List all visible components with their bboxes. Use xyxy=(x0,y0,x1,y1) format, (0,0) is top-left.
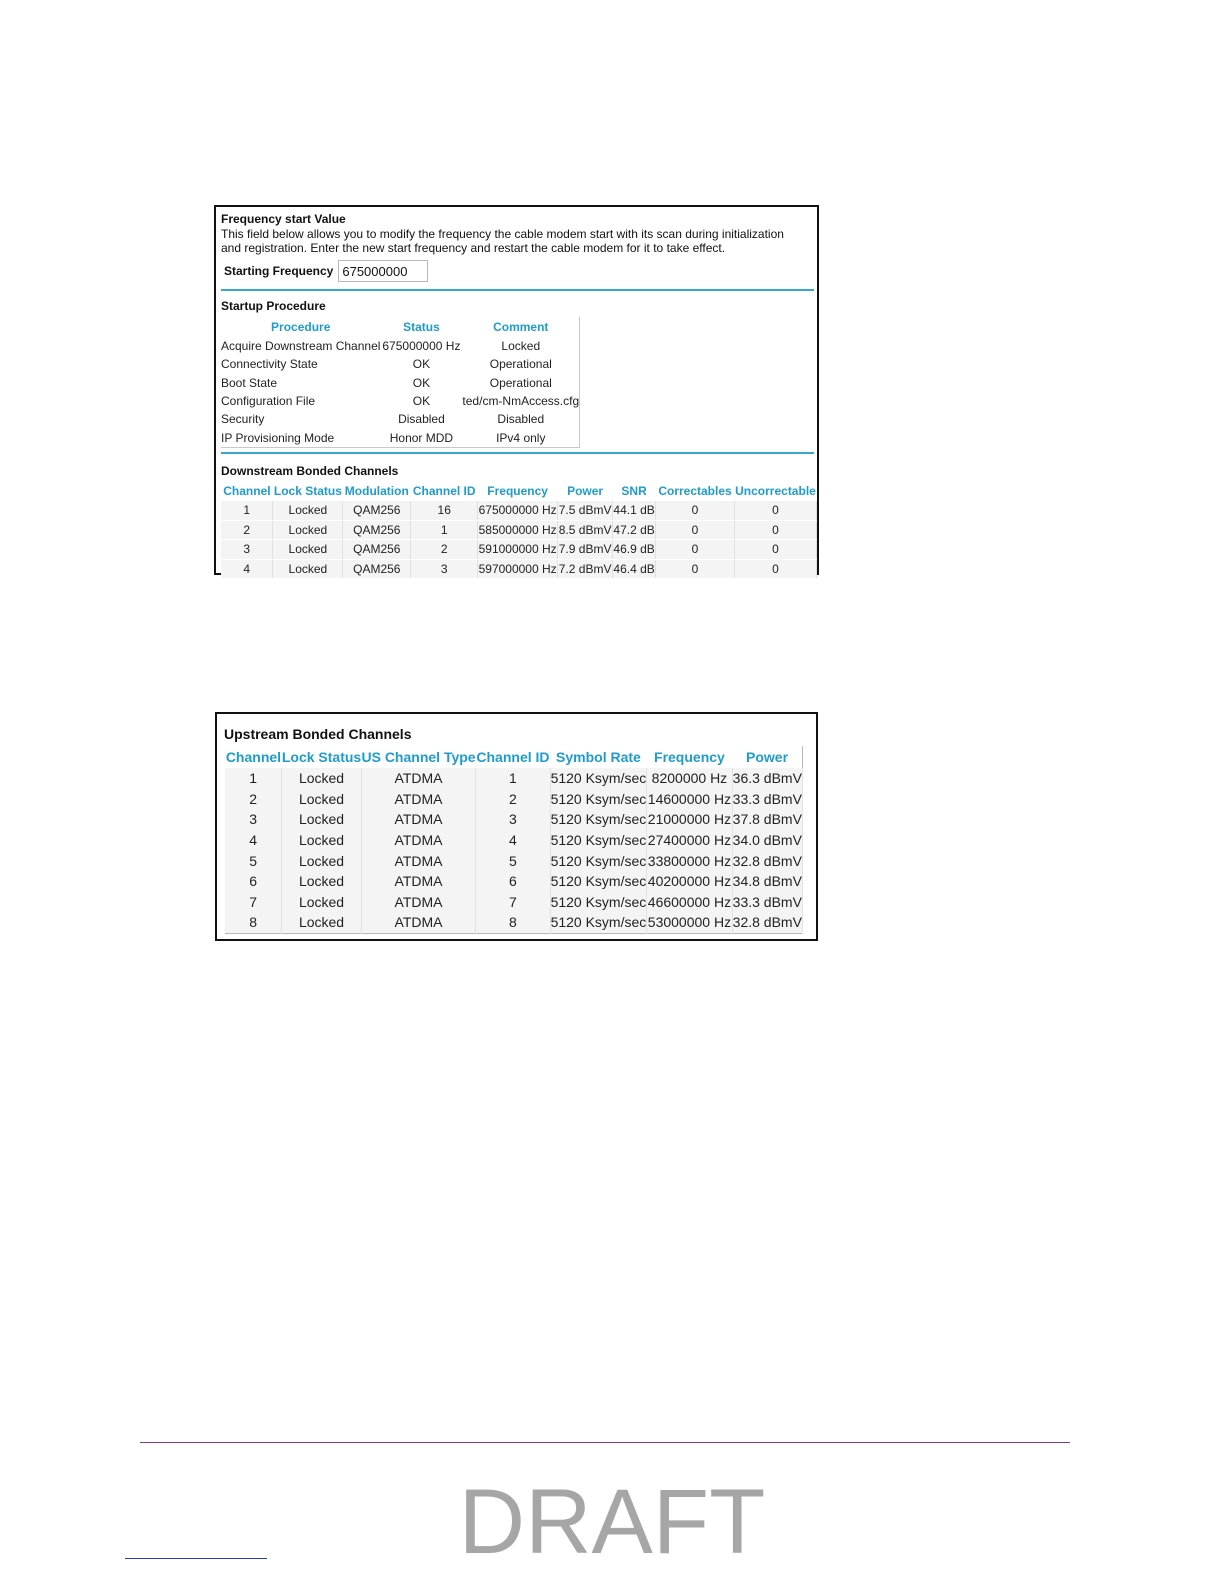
column-header-snr: SNR xyxy=(621,484,647,498)
table-row xyxy=(221,410,580,428)
table-row xyxy=(221,501,817,520)
channel-cell: 7 xyxy=(225,892,282,913)
column-header-frequency: Frequency xyxy=(654,749,725,765)
column-header-status: Status xyxy=(403,320,440,334)
lock-status-cell: Locked xyxy=(273,559,343,579)
table-row xyxy=(221,428,580,447)
channel-cell: 6 xyxy=(225,871,282,892)
channel-id-cell: 2 xyxy=(476,789,550,810)
status-cell: OK xyxy=(412,375,431,390)
starting-frequency-input[interactable] xyxy=(338,260,428,282)
channel-id-cell: 5 xyxy=(476,850,550,871)
channel-cell: 2 xyxy=(225,789,282,810)
us-channel-type-cell: ATDMA xyxy=(361,871,476,892)
column-header-power: Power xyxy=(567,484,604,498)
us-channel-type-cell: ATDMA xyxy=(361,830,476,851)
procedure-cell: Connectivity State xyxy=(221,357,318,372)
column-header-procedure: Procedure xyxy=(271,320,331,334)
downstream-channels-table xyxy=(221,481,817,579)
table-row xyxy=(225,809,803,830)
us-channel-type-cell: ATDMA xyxy=(361,809,476,830)
status-cell: Honor MDD xyxy=(389,430,454,445)
column-header-channel-id: Channel ID xyxy=(412,484,476,498)
frequency-cell: 591000000 Hz xyxy=(478,540,558,560)
column-header-modulation: Modulation xyxy=(344,484,409,498)
channel-id-cell: 4 xyxy=(476,830,550,851)
modulation-cell: QAM256 xyxy=(343,559,411,579)
uncorrectable-cell: 0 xyxy=(734,520,816,540)
channel-id-cell: 6 xyxy=(476,871,550,892)
lock-status-cell: Locked xyxy=(282,809,361,830)
draft-watermark: DRAFT xyxy=(458,1471,766,1573)
power-cell: 33.3 dBmV xyxy=(732,892,802,913)
column-header-channel-id: Channel ID xyxy=(476,749,550,765)
column-header-us-channel-type: US Channel Type xyxy=(361,749,476,765)
upstream-channels-screenshot xyxy=(215,712,818,941)
footer-link-underline xyxy=(125,1558,267,1559)
power-cell: 33.3 dBmV xyxy=(732,789,802,810)
channel-cell: 1 xyxy=(221,501,273,520)
frequency-cell: 675000000 Hz xyxy=(478,501,558,520)
correctables-cell: 0 xyxy=(656,520,735,540)
procedure-cell: Security xyxy=(221,412,265,427)
symbol-rate-cell: 5120 Ksym/sec xyxy=(550,809,647,830)
table-row xyxy=(225,768,803,789)
modulation-cell: QAM256 xyxy=(343,540,411,560)
starting-frequency-label: Starting Frequency xyxy=(224,264,334,278)
column-header-lock-status: Lock Status xyxy=(273,484,342,498)
table-row xyxy=(221,374,580,392)
channel-id-cell: 8 xyxy=(476,912,550,933)
channel-cell: 4 xyxy=(221,559,273,579)
comment-cell: ted/cm-NmAccess.cfg xyxy=(462,394,580,409)
power-cell: 34.8 dBmV xyxy=(732,871,802,892)
power-cell: 32.8 dBmV xyxy=(732,912,802,933)
table-row xyxy=(221,540,817,560)
procedure-cell: Acquire Downstream Channel xyxy=(221,339,381,354)
cable-modem-status-screenshot xyxy=(214,205,819,575)
channel-cell: 4 xyxy=(225,830,282,851)
lock-status-cell: Locked xyxy=(273,501,343,520)
frequency-start-title: Frequency start Value xyxy=(221,212,346,226)
us-channel-type-cell: ATDMA xyxy=(361,789,476,810)
us-channel-type-cell: ATDMA xyxy=(361,892,476,913)
comment-cell: Locked xyxy=(501,339,541,354)
lock-status-cell: Locked xyxy=(282,830,361,851)
frequency-cell: 46600000 Hz xyxy=(647,892,732,913)
frequency-cell: 585000000 Hz xyxy=(478,520,558,540)
downstream-title: Downstream Bonded Channels xyxy=(221,464,399,478)
channel-cell: 8 xyxy=(225,912,282,933)
channel-id-cell: 1 xyxy=(411,520,478,540)
symbol-rate-cell: 5120 Ksym/sec xyxy=(550,830,647,851)
us-channel-type-cell: ATDMA xyxy=(361,850,476,871)
channel-id-cell: 16 xyxy=(411,501,478,520)
table-row xyxy=(221,355,580,373)
procedure-cell: Configuration File xyxy=(221,394,316,409)
frequency-cell: 8200000 Hz xyxy=(647,768,732,789)
lock-status-cell: Locked xyxy=(282,871,361,892)
snr-cell: 47.2 dB xyxy=(613,520,656,540)
frequency-cell: 597000000 Hz xyxy=(478,559,558,579)
status-cell: Disabled xyxy=(398,412,445,427)
table-row xyxy=(225,789,803,810)
status-cell: OK xyxy=(412,357,431,372)
table-row xyxy=(221,559,817,579)
modulation-cell: QAM256 xyxy=(343,501,411,520)
table-row xyxy=(225,892,803,913)
comment-cell: Operational xyxy=(489,357,552,372)
snr-cell: 46.4 dB xyxy=(613,559,656,579)
lock-status-cell: Locked xyxy=(282,789,361,810)
lock-status-cell: Locked xyxy=(273,540,343,560)
power-cell: 7.5 dBmV xyxy=(558,501,613,520)
starting-frequency-row xyxy=(224,260,428,282)
table-row xyxy=(225,830,803,851)
symbol-rate-cell: 5120 Ksym/sec xyxy=(550,871,647,892)
section-divider xyxy=(221,452,814,454)
status-cell: OK xyxy=(412,394,431,409)
frequency-description: This field below allows you to modify the frequency the cable modem start with its scan during initialization and registration. Enter the new start frequency and restart the cable modem for it to take effect. xyxy=(221,227,784,255)
frequency-cell: 53000000 Hz xyxy=(647,912,732,933)
table-row xyxy=(225,912,803,933)
procedure-cell: Boot State xyxy=(221,375,278,390)
uncorrectable-cell: 0 xyxy=(734,559,816,579)
correctables-cell: 0 xyxy=(656,559,735,579)
power-cell: 34.0 dBmV xyxy=(732,830,802,851)
column-header-lock-status: Lock Status xyxy=(281,749,362,765)
comment-cell: Operational xyxy=(489,375,552,390)
channel-id-cell: 2 xyxy=(411,540,478,560)
lock-status-cell: Locked xyxy=(282,850,361,871)
channel-id-cell: 3 xyxy=(411,559,478,579)
correctables-cell: 0 xyxy=(656,501,735,520)
symbol-rate-cell: 5120 Ksym/sec xyxy=(550,912,647,933)
table-header-row xyxy=(221,481,817,501)
upstream-title: Upstream Bonded Channels xyxy=(224,726,412,742)
upstream-channels-table xyxy=(225,746,803,934)
lock-status-cell: Locked xyxy=(282,768,361,789)
channel-cell: 5 xyxy=(225,850,282,871)
channel-cell: 2 xyxy=(221,520,273,540)
modulation-cell: QAM256 xyxy=(343,520,411,540)
table-header-row xyxy=(221,317,580,337)
us-channel-type-cell: ATDMA xyxy=(361,768,476,789)
table-row xyxy=(225,850,803,871)
power-cell: 32.8 dBmV xyxy=(732,850,802,871)
symbol-rate-cell: 5120 Ksym/sec xyxy=(550,789,647,810)
status-cell: 675000000 Hz xyxy=(382,339,461,354)
startup-procedure-title: Startup Procedure xyxy=(221,299,326,313)
table-row xyxy=(221,337,580,355)
column-header-uncorrectable: Uncorrectable xyxy=(735,484,816,498)
power-cell: 7.2 dBmV xyxy=(558,559,613,579)
channel-id-cell: 1 xyxy=(476,768,550,789)
channel-id-cell: 7 xyxy=(476,892,550,913)
table-row xyxy=(221,392,580,410)
startup-procedure-table xyxy=(221,317,580,448)
column-header-correctables: Correctables xyxy=(658,484,732,498)
channel-cell: 1 xyxy=(225,768,282,789)
column-header-channel: Channel xyxy=(223,484,271,498)
column-header-power: Power xyxy=(746,749,789,765)
symbol-rate-cell: 5120 Ksym/sec xyxy=(550,850,647,871)
lock-status-cell: Locked xyxy=(282,912,361,933)
power-cell: 8.5 dBmV xyxy=(558,520,613,540)
column-header-comment: Comment xyxy=(493,320,549,334)
channel-id-cell: 3 xyxy=(476,809,550,830)
channel-cell: 3 xyxy=(225,809,282,830)
correctables-cell: 0 xyxy=(656,540,735,560)
column-header-symbol-rate: Symbol Rate xyxy=(556,749,641,765)
footer-rule xyxy=(140,1442,1070,1443)
table-header-row xyxy=(225,746,803,768)
symbol-rate-cell: 5120 Ksym/sec xyxy=(550,892,647,913)
frequency-cell: 33800000 Hz xyxy=(647,850,732,871)
power-cell: 7.9 dBmV xyxy=(558,540,613,560)
power-cell: 36.3 dBmV xyxy=(732,768,802,789)
column-header-channel: Channel xyxy=(225,749,282,765)
table-row xyxy=(221,520,817,540)
lock-status-cell: Locked xyxy=(273,520,343,540)
uncorrectable-cell: 0 xyxy=(734,501,816,520)
us-channel-type-cell: ATDMA xyxy=(361,912,476,933)
lock-status-cell: Locked xyxy=(282,892,361,913)
channel-cell: 3 xyxy=(221,540,273,560)
uncorrectable-cell: 0 xyxy=(734,540,816,560)
frequency-cell: 21000000 Hz xyxy=(647,809,732,830)
frequency-cell: 40200000 Hz xyxy=(647,871,732,892)
symbol-rate-cell: 5120 Ksym/sec xyxy=(550,768,647,789)
section-divider xyxy=(221,289,814,291)
frequency-cell: 27400000 Hz xyxy=(647,830,732,851)
snr-cell: 44.1 dB xyxy=(613,501,656,520)
power-cell: 37.8 dBmV xyxy=(732,809,802,830)
comment-cell: Disabled xyxy=(497,412,545,427)
comment-cell: IPv4 only xyxy=(496,430,546,445)
column-header-frequency: Frequency xyxy=(487,484,548,498)
snr-cell: 46.9 dB xyxy=(613,540,656,560)
frequency-cell: 14600000 Hz xyxy=(647,789,732,810)
table-row xyxy=(225,871,803,892)
procedure-cell: IP Provisioning Mode xyxy=(221,430,335,445)
